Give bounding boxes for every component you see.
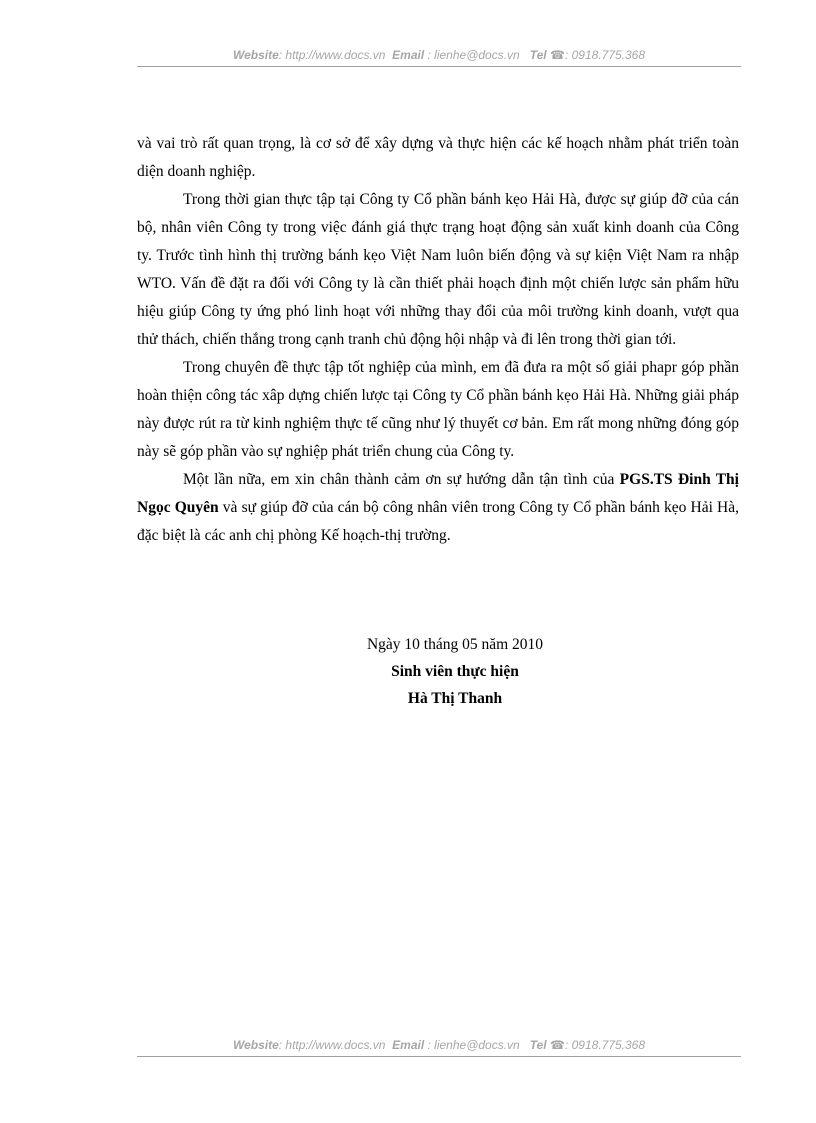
footer-tel-value: : 0918.775.368 [564, 1038, 646, 1052]
paragraph-3: Trong chuyên đề thực tập tốt nghiệp của mình, em đã đưa ra một số giải phapr góp phần hoàn thiện công tác xâp dựng chiến lược tại Công ty Cổ phần bánh kẹo Hải Hà. Những giải pháp này được rút ra từ kinh nghiệm thực tế cũng như lý thuyết cơ bản. Em rất mong những đóng góp này sẽ góp phần vào sự nghiệp phát triển chung của Công ty. [137, 359, 739, 460]
footer-website-label: Website [232, 1038, 279, 1052]
footer-website-link[interactable]: : http://www.docs.vn [278, 1038, 386, 1052]
footer-email-label: Email [392, 1038, 425, 1052]
header-tel-label: Tel [529, 48, 547, 62]
header-website-label: Website [232, 48, 279, 62]
phone-icon: ☎ [550, 1038, 565, 1052]
footer-email-link[interactable]: : lienhe@docs.vn [427, 1038, 520, 1052]
footer-tel-label: Tel [529, 1038, 547, 1052]
signature-role: Sinh viên thực hiện [391, 663, 519, 680]
paragraph-4-text-b: và sự giúp đỡ của cán bộ công nhân viên trong Công ty Cổ phần bánh kẹo Hải Hà, đặc biệt là các anh chị phòng Kế hoạch-thị trường. [137, 499, 739, 544]
page-header [137, 48, 741, 67]
supervisor-name: PGS.TS Đinh Thị Ngọc Quyên [137, 471, 739, 516]
paragraph-1: và vai trò rất quan trọng, là cơ sở để xây dựng và thực hiện các kế hoạch nhằm phát triển toàn diện doanh nghiệp. [137, 135, 739, 180]
paragraph-4-text-a: Một lần nữa, em xin chân thành cảm ơn sự hướng dẫn tận tình của [183, 471, 620, 488]
header-tel-value: : 0918.775.368 [564, 48, 646, 62]
paragraph-4 [137, 466, 739, 550]
signature-block [305, 631, 605, 712]
phone-icon: ☎ [550, 48, 565, 62]
signature-name: Hà Thị Thanh [407, 690, 503, 707]
page-footer [137, 1038, 741, 1057]
header-email-label: Email [392, 48, 425, 62]
paragraph-2: Trong thời gian thực tập tại Công ty Cổ phần bánh kẹo Hải Hà, được sự giúp đỡ của cán bộ, nhân viên Công ty trong việc đánh giá thực trạng hoạt động sản xuất kinh doanh của Công ty. Trước tình hình thị trường bánh kẹo Việt Nam luôn biến động và sự kiện Việt Nam ra nhập WTO. Vấn đề đặt ra đối với Công ty là cần thiết phải hoạch định một chiến lược sản phẩm hữu hiệu giúp Công ty ứng phó linh hoạt với những thay đổi của môi trường kinh doanh, vượt qua thử thách, chiến thắng trong cạnh tranh chủ động hội nhập và đi lên trong thời gian tới. [137, 191, 739, 348]
header-email-link[interactable]: : lienhe@docs.vn [427, 48, 520, 62]
document-body [137, 130, 739, 550]
header-website-link[interactable]: : http://www.docs.vn [278, 48, 386, 62]
signature-date: Ngày 10 tháng 05 năm 2010 [366, 636, 544, 653]
